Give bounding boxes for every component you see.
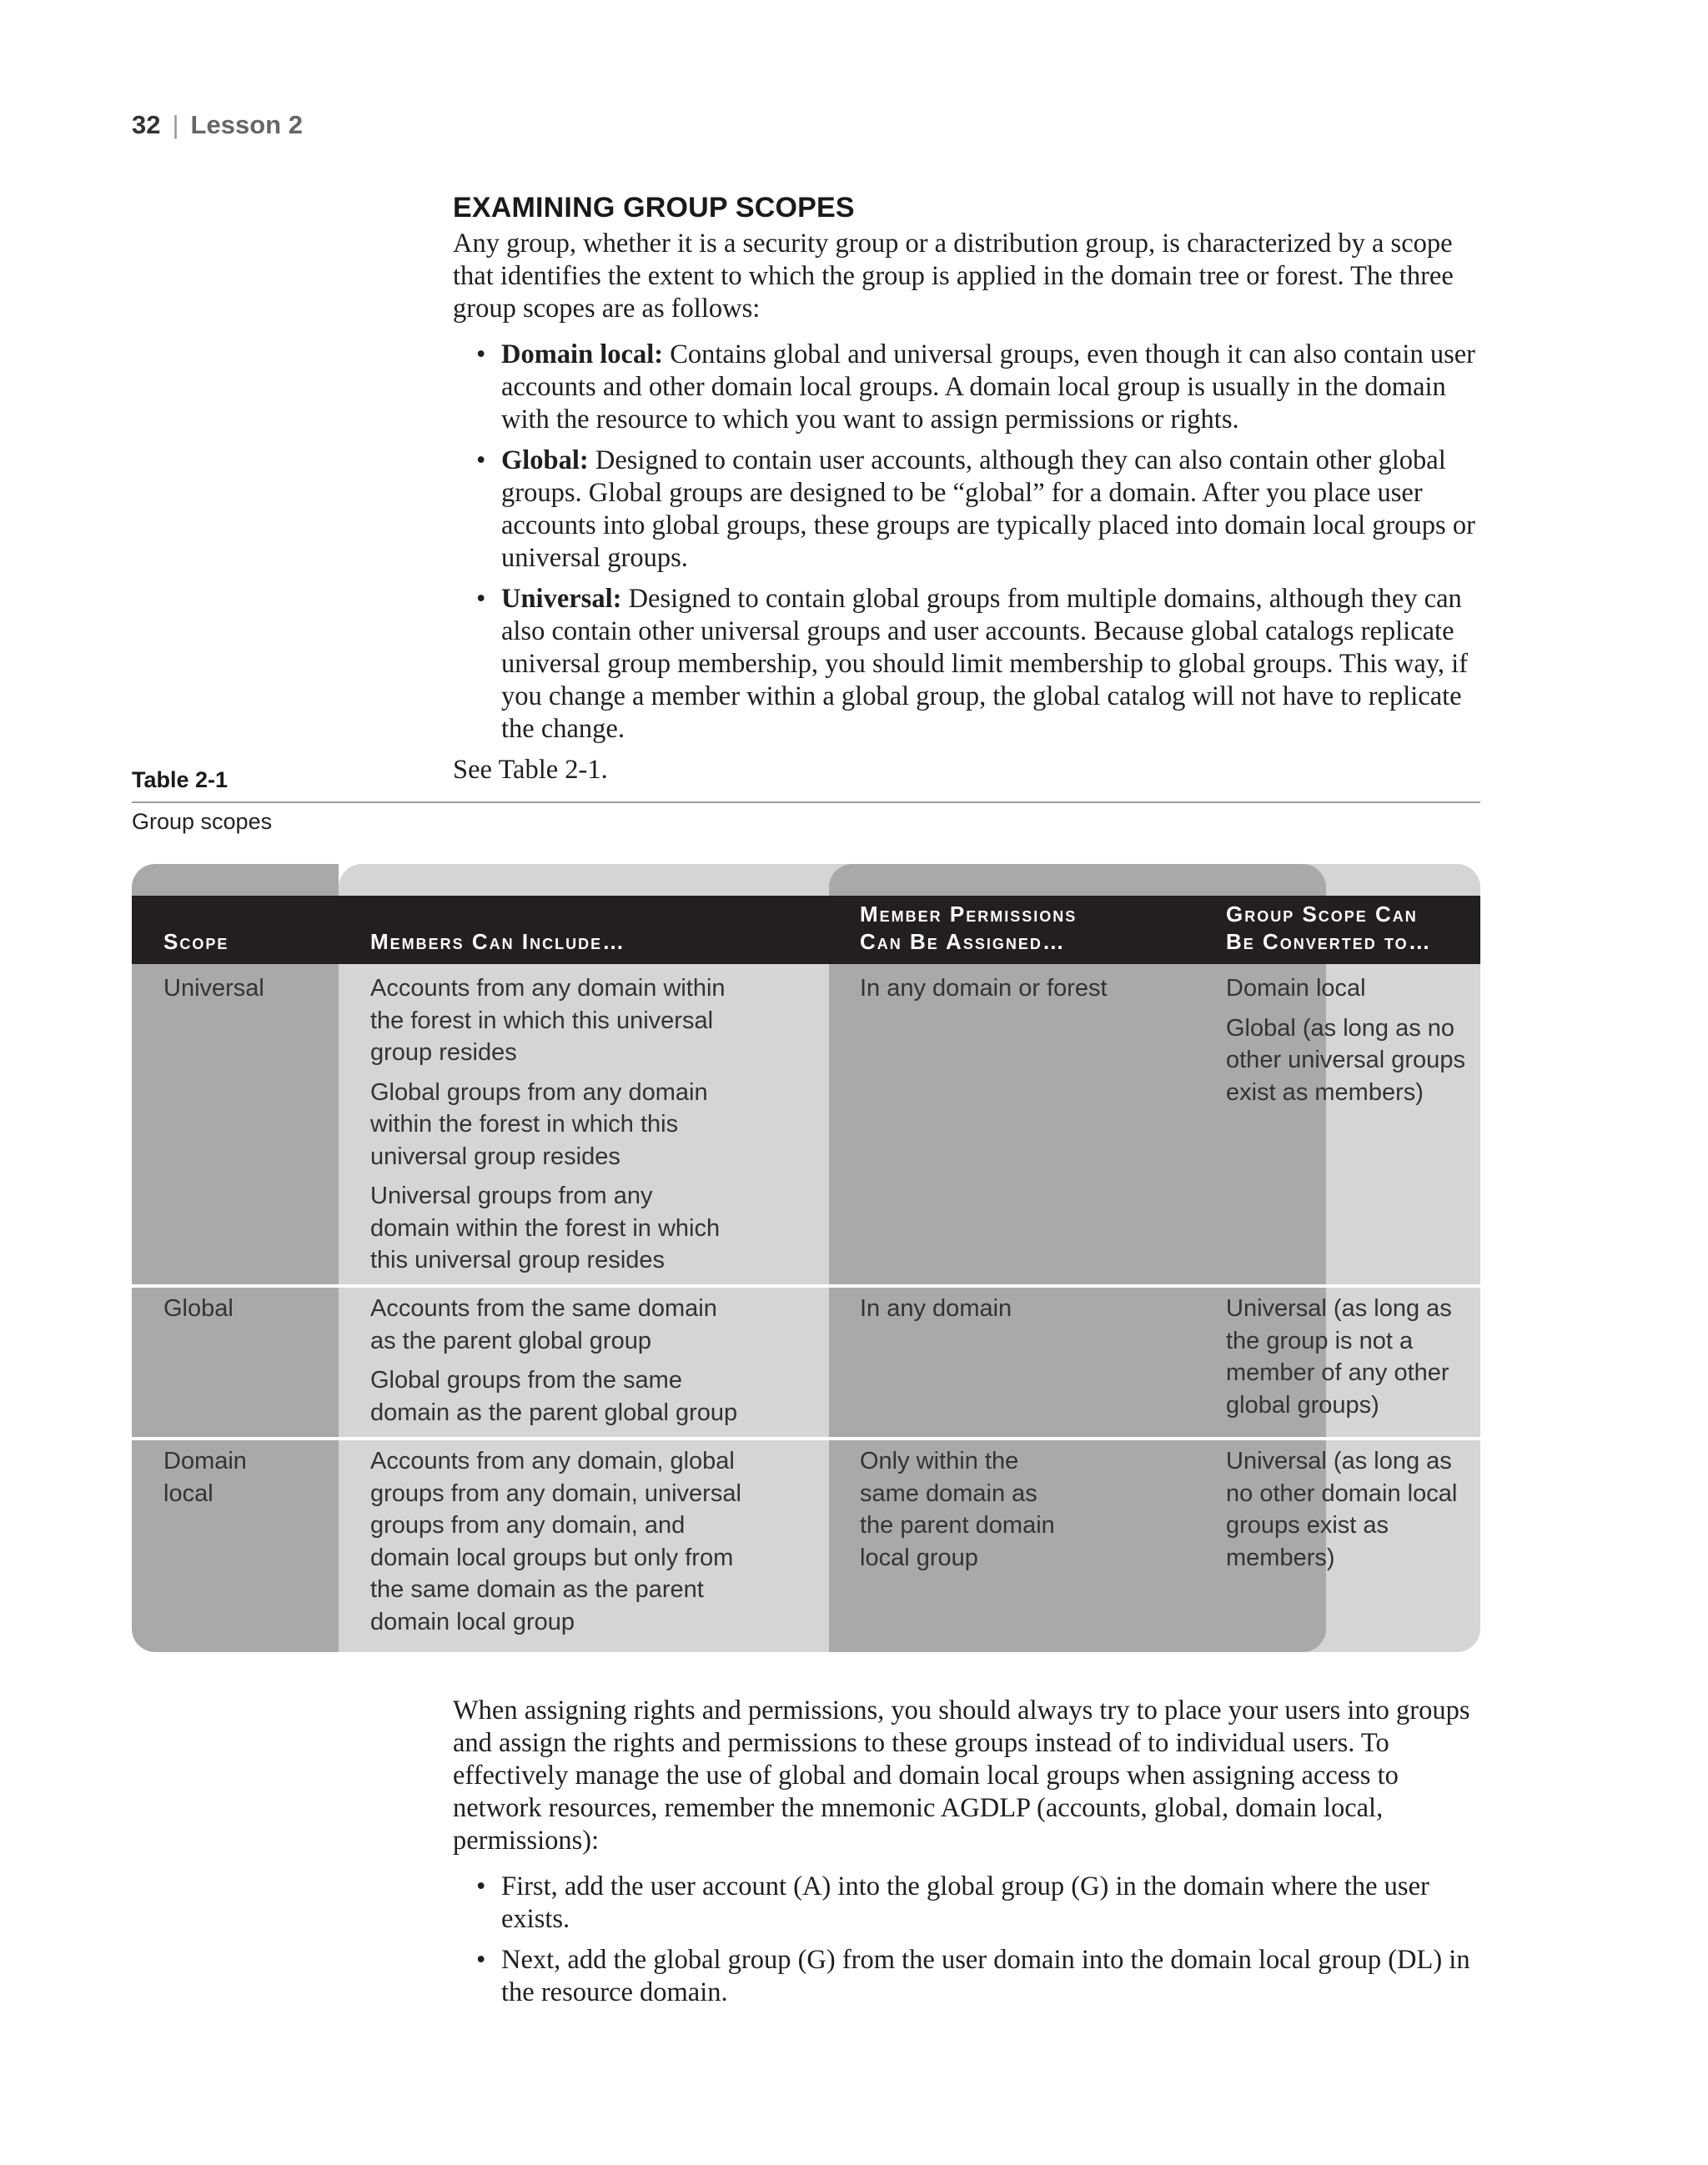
page-number: 32	[132, 110, 161, 139]
cell-converted	[1226, 1293, 1468, 1421]
table-header-row	[132, 896, 1480, 964]
bullet-term: Global:	[501, 445, 589, 475]
cell-members	[370, 1445, 746, 1638]
lesson-label: Lesson 2	[190, 110, 303, 139]
cell-converted	[1226, 972, 1468, 1108]
section-title: EXAMINING GROUP SCOPES	[453, 192, 855, 224]
member-entry: Global groups from the same domain as the parent global group	[370, 1367, 738, 1426]
member-entry: Universal groups from any domain within the forest in which this universal group resides	[370, 1183, 721, 1273]
section-body	[453, 190, 1480, 786]
cell-permissions: Only within the same domain as the parent domain local group	[860, 1448, 1055, 1571]
list-item	[453, 445, 1480, 575]
converted-entry: Global (as long as no other universal groups exist as members)	[1226, 1014, 1465, 1106]
header-permissions: Member Permissions Can Be Assigned…	[860, 902, 1078, 954]
table-label: Table 2-1	[132, 767, 1480, 803]
member-entry: Accounts from any domain within the forest in which this universal group resides	[370, 975, 726, 1066]
bullet-text: Designed to contain user accounts, although they can also contain other global groups. Global groups are designed to be “global” for a domain. After you place user accounts into global groups, these groups are typically placed into domain local groups or universal groups.	[501, 445, 1475, 573]
closing-section	[453, 1695, 1480, 2017]
cell-members	[370, 1293, 762, 1429]
header-converted: Group Scope Can Be Converted to…	[1226, 902, 1432, 954]
list-item: • Next, add the global group (G) from the user domain into the domain local group (DL) in the resource domain.	[453, 1944, 1480, 2009]
agdlp-bullet-list	[453, 1871, 1480, 2009]
table-caption: Group scopes	[132, 809, 273, 834]
see-table-reference: See Table 2-1.	[453, 755, 608, 785]
list-item	[453, 583, 1480, 746]
list-item: • First, add the user account (A) into the global group (G) in the domain where the user exists.	[453, 1871, 1480, 1936]
cell-members	[370, 972, 737, 1277]
member-entry: Accounts from the same domain as the parent global group	[370, 1295, 717, 1354]
cell-scope: Domain local	[163, 1448, 247, 1507]
running-header	[132, 110, 303, 140]
member-entry: Global groups from any domain within the forest in which this universal group resides	[370, 1078, 708, 1170]
bullet-term: Universal:	[501, 584, 622, 614]
row-divider	[132, 1284, 1480, 1288]
member-entry: Accounts from any domain, global groups from any domain, universal groups from any domain, and domain local groups but only from the same domain as the parent domain local group	[370, 1448, 741, 1635]
header-separator: |	[172, 110, 179, 139]
bullet-term: Domain local:	[501, 339, 664, 369]
group-scopes-table	[132, 864, 1480, 1652]
bullet-text: Contains global and universal groups, even though it can also contain user accounts and other domain local groups. A domain local group is usually in the domain with the resource to which you want to assign permissions or rights.	[501, 339, 1475, 435]
converted-entry: Domain local	[1226, 975, 1366, 1002]
intro-paragraph: Any group, whether it is a security group or a distribution group, is characterized by a scope that identifies the extent to which the group is applied in the domain tree or forest. The three group scopes are as follows:	[453, 229, 1454, 324]
cell-permissions: In any domain or forest	[860, 975, 1108, 1002]
cell-converted	[1226, 1445, 1468, 1574]
cell-permissions: In any domain	[860, 1295, 1012, 1322]
cell-scope: Universal	[163, 975, 264, 1002]
row-divider	[132, 1437, 1480, 1440]
list-item	[453, 339, 1480, 436]
header-scope: Scope	[163, 929, 229, 954]
closing-paragraph: When assigning rights and permissions, you should always try to place your users into groups and assign the rights and permissions to these groups instead of to individual users. To effectively manage the use of global and domain local groups when assigning access to network resources, remember the mnemonic AGDLP (accounts, global, domain local, permissions):	[453, 1695, 1470, 1856]
scope-bullet-list	[453, 339, 1480, 746]
converted-entry: Universal (as long as no other domain local groups exist as members)	[1226, 1448, 1458, 1571]
bullet-text: Designed to contain global groups from multiple domains, although they can also contain other universal groups and user accounts. Because global catalogs replicate universal group membership, you should limit membership to global groups. This way, if you change a member within a global group, the global catalog will not have to replicate the change.	[501, 584, 1469, 744]
converted-entry: Universal (as long as the group is not a member of any other global groups)	[1226, 1295, 1452, 1419]
header-members: Members Can Include…	[370, 929, 626, 954]
cell-scope: Global	[163, 1295, 234, 1322]
